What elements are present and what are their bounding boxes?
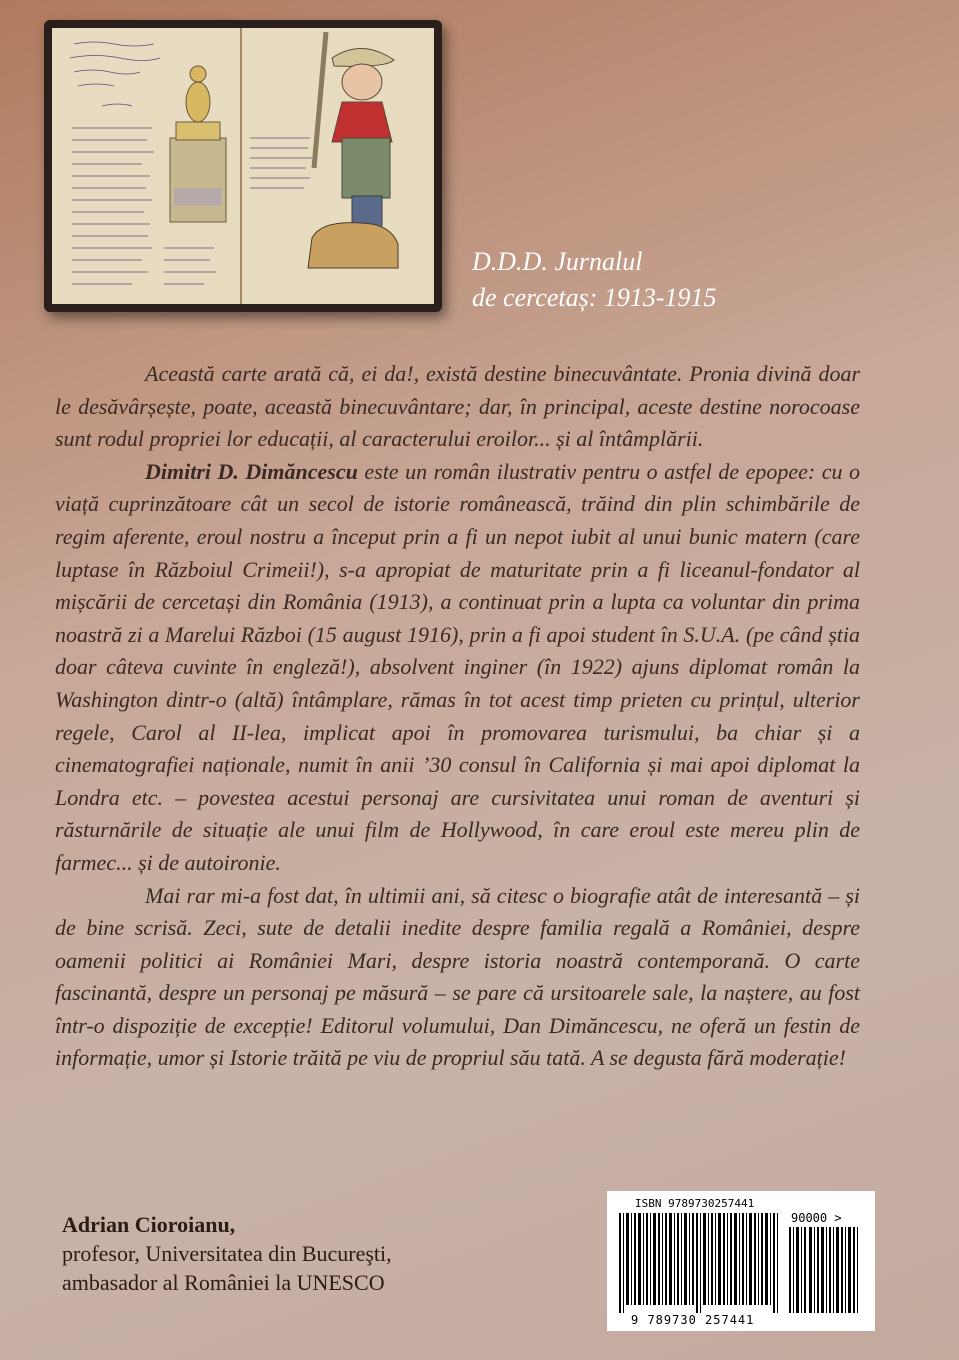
paragraph-3: Mai rar mi-a fost dat, în ultimii ani, să citesc o biografie atât de interesantă – și de bine scrisă. Zeci, sute de detalii inedite despre familia regală a României, despre oamenii politici ai României Mari, despre istoria noastră contemporană. O carte fascinantă, despre un personaj pe măsură – se pare că ursitoarele sale, la naștere, au fost într-o dispoziție de excepție! Editorul volumului, Dan Dimăncescu, ne oferă un festin de informație, umor și Istorie trăită pe viu de propriul său tată. A se degusta fără moderație! <box>55 882 860 1071</box>
author-title-2: ambasador al României la UNESCO <box>62 1270 385 1295</box>
barcode-bars <box>619 1213 779 1313</box>
diary-right-page <box>242 28 434 304</box>
paragraph-2-text: este un român ilustrativ pentru o astfel de epopee: cu o viață cuprinzătoare cât un secol de istorie românească, trăind din plin schimbările de regim aferente, eroul nostru a început prin a fi un nepot iubit al unui bunic matern (care luptase în Războiul Crimeii!), s-a apropiat de maturitate prin a fi liceanul-fondator al mișcării de cercetași din România (1913), a continuat prin a lupta ca voluntar din prima noastră zi a Marelui Război (15 august 1916), prin a fi apoi student în S.U.A. (pe când știa doar câteva cuvinte în engleză!), absolvent inginer (în 1922) ajuns diplomat român la Washington dintr-o (altă) întâmplare, rămas în tot acest timp prieten cu prințul, ulterior regele, Carol al II-lea, implicat apoi în promovarea turismului, ba chiar și a cinematografiei naționale, numit în anii ’30 consul în California și mai apoi diplomat la Londra etc. – povestea acestui personaj are cursivitatea unui roman de aventuri și răsturnările de situație ale unui film de Hollywood, în care eroul este mereu plin de farmec... și de autoironie. <box>55 458 860 875</box>
paragraph-2-name: Dimitri D. Dimăncescu <box>145 458 358 484</box>
isbn-addon: 90000 > <box>791 1211 842 1225</box>
photo-caption <box>472 244 772 316</box>
isbn-label: ISBN 9789730257441 <box>635 1197 755 1210</box>
author-title-1: profesor, Universitatea din Bucureşti, <box>62 1241 392 1266</box>
caption-line-2: de cercetaș: 1913-1915 <box>472 283 717 312</box>
caption-line-1: D.D.D. Jurnalul <box>472 247 643 276</box>
author-block <box>62 1210 522 1297</box>
back-cover-text <box>55 358 860 1075</box>
paragraph-1: Această carte arată că, ei da!, există destine binecuvântate. Pronia divină doar le desăvârșește, poate, această binecuvântare; dar, în principal, aceste destine norocoase sunt rodul propriei lor educații, al caracterului eroilor... și al întâmplării. <box>55 361 860 452</box>
barcode-addon-bars <box>789 1227 861 1313</box>
diary-left-page <box>52 28 242 304</box>
isbn-barcode <box>607 1191 875 1331</box>
isbn-digits: 9 789730 257441 <box>631 1313 755 1327</box>
diary-photo <box>44 20 442 312</box>
paragraph-2 <box>55 456 860 880</box>
author-name: Adrian Cioroianu, <box>62 1212 236 1237</box>
